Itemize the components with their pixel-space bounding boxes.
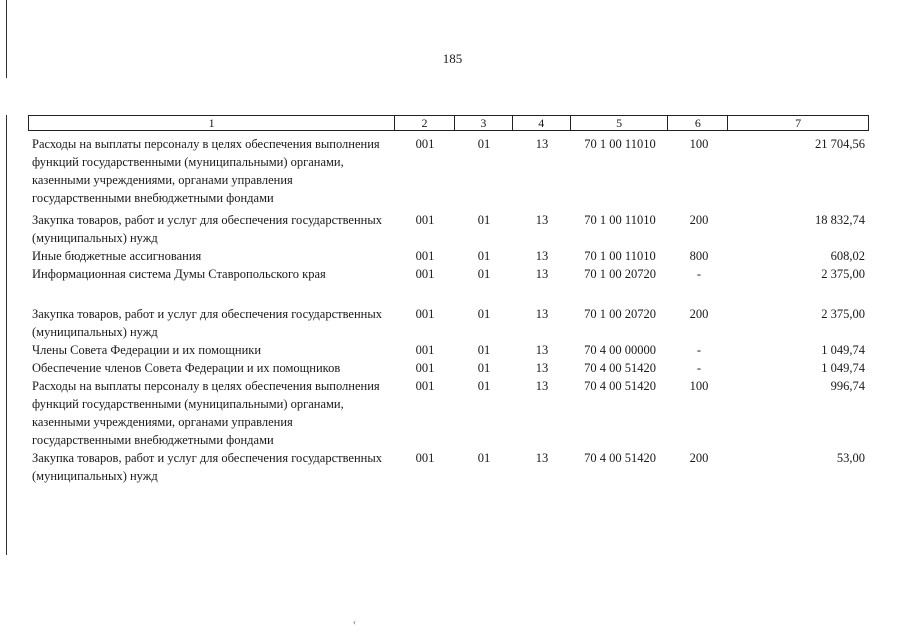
row-code-5: 70 1 00 20720 xyxy=(584,267,656,281)
row-code-6: 200 xyxy=(689,213,709,227)
row-description: Закупка товаров, работ и услуг для обеспечения государственных (муниципальных) нужд xyxy=(32,307,383,339)
table-row xyxy=(28,449,869,485)
row-amount: 2 375,00 xyxy=(821,267,865,281)
row-amount: 21 704,56 xyxy=(815,137,865,151)
table-row xyxy=(28,247,869,265)
row-amount: 996,74 xyxy=(830,379,865,393)
row-code-2: 001 xyxy=(415,307,435,321)
row-code-3: 01 xyxy=(477,213,491,227)
row-code-5: 70 4 00 51420 xyxy=(584,451,656,465)
row-code-3: 01 xyxy=(477,379,491,393)
table-header xyxy=(28,115,869,131)
row-code-3: 01 xyxy=(477,267,491,281)
column-header-5: 5 xyxy=(571,116,669,130)
row-code-2: 001 xyxy=(415,267,435,281)
column-header-4: 4 xyxy=(513,116,571,130)
column-header-3: 3 xyxy=(455,116,513,130)
row-code-2: 001 xyxy=(415,249,435,263)
row-amount: 608,02 xyxy=(830,249,865,263)
table-body xyxy=(28,135,869,485)
page-number: 185 xyxy=(442,51,463,66)
row-code-2: 001 xyxy=(415,361,435,375)
row-code-6: 100 xyxy=(689,379,709,393)
row-description: Закупка товаров, работ и услуг для обеспечения государственных (муниципальных) нужд xyxy=(32,213,383,245)
row-description: Расходы на выплаты персоналу в целях обеспечения выполнения функций государственными (муниципальными) органами, казенными учреждениями, органами управления государственными внебюджетными фондами xyxy=(32,137,380,205)
row-code-2: 001 xyxy=(415,451,435,465)
row-amount: 1 049,74 xyxy=(821,343,865,357)
row-code-4: 13 xyxy=(535,267,549,281)
row-amount: 18 832,74 xyxy=(815,213,865,227)
row-description: Обеспечение членов Совета Федерации и их помощников xyxy=(32,361,341,375)
row-code-5: 70 4 00 51420 xyxy=(584,379,656,393)
column-header-7: 7 xyxy=(795,116,802,130)
row-code-6: - xyxy=(696,361,702,375)
row-code-4: 13 xyxy=(535,137,549,151)
row-code-5: 70 1 00 11010 xyxy=(584,213,656,227)
row-code-3: 01 xyxy=(477,343,491,357)
row-code-3: 01 xyxy=(477,451,491,465)
table-row xyxy=(28,341,869,359)
row-code-3: 01 xyxy=(477,361,491,375)
row-code-5: 70 1 00 20720 xyxy=(584,307,656,321)
row-code-4: 13 xyxy=(535,361,549,375)
row-code-6: 200 xyxy=(689,451,709,465)
row-code-2: 001 xyxy=(415,343,435,357)
row-code-4: 13 xyxy=(535,379,549,393)
row-code-2: 001 xyxy=(415,213,435,227)
table-row xyxy=(28,359,869,377)
row-amount: 2 375,00 xyxy=(821,307,865,321)
row-code-6: - xyxy=(696,343,702,357)
row-description: Члены Совета Федерации и их помощники xyxy=(32,343,262,357)
row-code-5: 70 4 00 00000 xyxy=(584,343,656,357)
stray-scan-mark: ‹ xyxy=(353,617,356,627)
row-description: Расходы на выплаты персоналу в целях обеспечения выполнения функций государственными (муниципальными) органами, казенными учреждениями, органами управления государственными внебюджетными фондами xyxy=(32,379,380,447)
row-code-4: 13 xyxy=(535,213,549,227)
row-code-6: 100 xyxy=(689,137,709,151)
table-row xyxy=(28,211,869,247)
table-row xyxy=(28,135,869,207)
row-amount: 1 049,74 xyxy=(821,361,865,375)
table-row xyxy=(28,377,869,449)
row-description: Информационная система Думы Ставропольского края xyxy=(32,267,326,281)
row-code-5: 70 1 00 11010 xyxy=(584,137,656,151)
column-header-6: 6 xyxy=(668,116,728,130)
row-code-4: 13 xyxy=(535,343,549,357)
row-code-2: 001 xyxy=(415,379,435,393)
row-code-5: 70 4 00 51420 xyxy=(584,361,656,375)
row-code-4: 13 xyxy=(535,451,549,465)
table-row xyxy=(28,265,869,283)
row-code-6: 800 xyxy=(689,249,709,263)
row-code-5: 70 1 00 11010 xyxy=(584,249,656,263)
row-code-6: - xyxy=(696,267,702,281)
column-header-1: 1 xyxy=(29,116,395,130)
row-amount: 53,00 xyxy=(836,451,865,465)
column-header-2: 2 xyxy=(395,116,455,130)
row-code-2: 001 xyxy=(415,137,435,151)
row-description: Иные бюджетные ассигнования xyxy=(32,249,202,263)
margin-rule-bottom xyxy=(6,115,7,555)
row-code-6: 200 xyxy=(689,307,709,321)
row-code-3: 01 xyxy=(477,307,491,321)
row-code-4: 13 xyxy=(535,249,549,263)
row-description: Закупка товаров, работ и услуг для обеспечения государственных (муниципальных) нужд xyxy=(32,451,383,483)
table-row xyxy=(28,305,869,341)
row-code-4: 13 xyxy=(535,307,549,321)
row-code-3: 01 xyxy=(477,249,491,263)
row-code-3: 01 xyxy=(477,137,491,151)
